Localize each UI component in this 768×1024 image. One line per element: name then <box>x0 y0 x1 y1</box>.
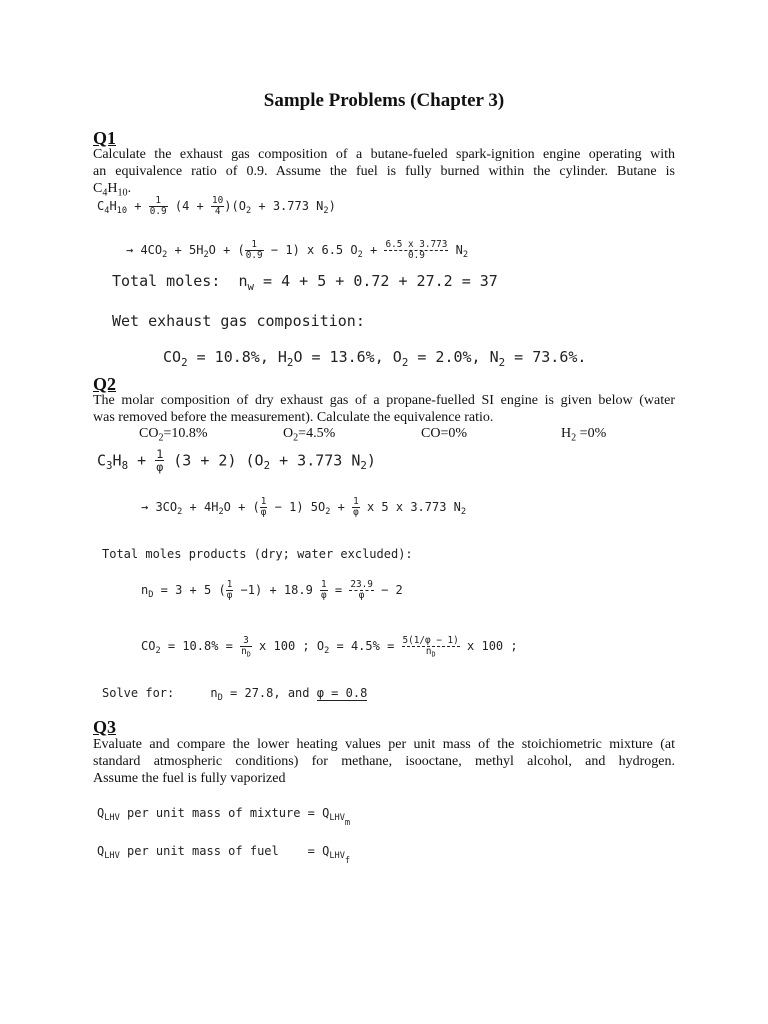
q2-text-line-1: The molar composition of dry exhaust gas of a propane-fuelled SI engine is given below (water <box>93 393 675 408</box>
q1-text-line-1: Calculate the exhaust gas composition of a butane-fueled spark-ignition engine operating with <box>93 147 675 162</box>
q2-value-h2: $H_2 =0\%$ <box>561 426 607 444</box>
q2-value-co: CO=0% <box>421 426 468 441</box>
q2-value-o2: $O_2=4.5\%$ <box>283 426 336 444</box>
q3-heading: Q3 <box>93 717 117 737</box>
q1-heading: Q1 <box>93 128 117 148</box>
q1-text <box>93 146 675 197</box>
q2-solve-result: φ = 0.8 <box>316 686 368 700</box>
q1-text-line-2: an equivalence ratio of 0.9. Assume the fuel is fully burned within the cylinder. Butane is <box>93 164 675 179</box>
q1-wet-label: Wet exhaust gas composition: <box>112 312 365 330</box>
q2-total-label: Total moles products (dry; water excluded): <box>102 547 413 561</box>
q2-heading: Q2 <box>93 374 117 394</box>
q3-text <box>93 736 675 787</box>
q2-equation-products: → $3CO_2 + 4H_2O$ + ( $\frac{1}{\varphi}$ − 1) $5O_2$ + $\frac{1}{\varphi}$ x 5 x 3.773 $N_2$ <box>141 496 467 518</box>
q2-equation-reactants: $C_3H_8$ + $\frac{1}{\varphi}$ (3 + 2) ($O_2 + 3.773$ $N_2$) <box>97 447 376 475</box>
q1-formula: $C_4H_{10}$. <box>93 181 132 199</box>
q1-total-moles: Total moles: $n_w = 4 + 5 + 0.72 + 27.2 = 37$ <box>112 272 498 293</box>
q3-fuel-line: $Q_{LHV}$ per unit mass of fuel = $Q_{LHVf}$ <box>97 844 351 866</box>
q3-text-line-2: standard atmospheric conditions) for methane, isooctane, methyl alcohol, and hydrogen. <box>93 754 675 769</box>
q3-mixture-line: $Q_{LHV}$ per unit mass of mixture = $Q_{LHVm}$ <box>97 806 351 828</box>
q2-co2-o2-equation: $CO_2 = 10.8\%$ = $\frac{3}{n_D}$ x 100 ; $O_2 = 4.5\%$ = $\frac{5(1/\varphi - 1)}{n_D}$ x 100 ; <box>141 635 518 659</box>
q2-text-line-2: was removed before the measurement). Calculate the equivalence ratio. <box>93 410 494 425</box>
page-title: Sample Problems (Chapter 3) <box>263 90 505 111</box>
q1-equation-reactants: $C_4H_{10}$ + $\frac{1}{0.9}$ (4 + $\frac{10}{4}$ )($O_2 + 3.773$ $N_2$) <box>97 195 336 217</box>
q3-text-line-3: Assume the fuel is fully vaporized <box>93 771 286 786</box>
q2-nd-equation: $n_D = 3 + 5$ ( $\frac{1}{\varphi}$ −1) + 18.9 $\frac{1}{\varphi}$ = $\frac{23.9}{\varphi}$ − 2 <box>141 579 403 601</box>
q3-text-line-1: Evaluate and compare the lower heating values per unit mass of the stoichiometric mixture (at <box>93 737 675 752</box>
q1-composition: $CO_2 = 10.8\%$, $H_2O = 13.6\%$, $O_2 = 2.0\%$, $N_2 = 73.6\%$. <box>163 348 587 369</box>
q2-value-co2: $CO_2=10.8\%$ <box>139 426 208 444</box>
q2-text <box>93 392 675 426</box>
q1-equation-products: → $4CO_2 + 5H_2O$ + ( $\frac{1}{0.9}$ − 1) x 6.5 $O_2$ + $\frac{6.5 x 3.773}{0.9}$ $N_2$ <box>126 239 469 261</box>
q2-solve: Solve for: $n_D = 27.8$, and φ = 0.8 <box>102 686 368 704</box>
